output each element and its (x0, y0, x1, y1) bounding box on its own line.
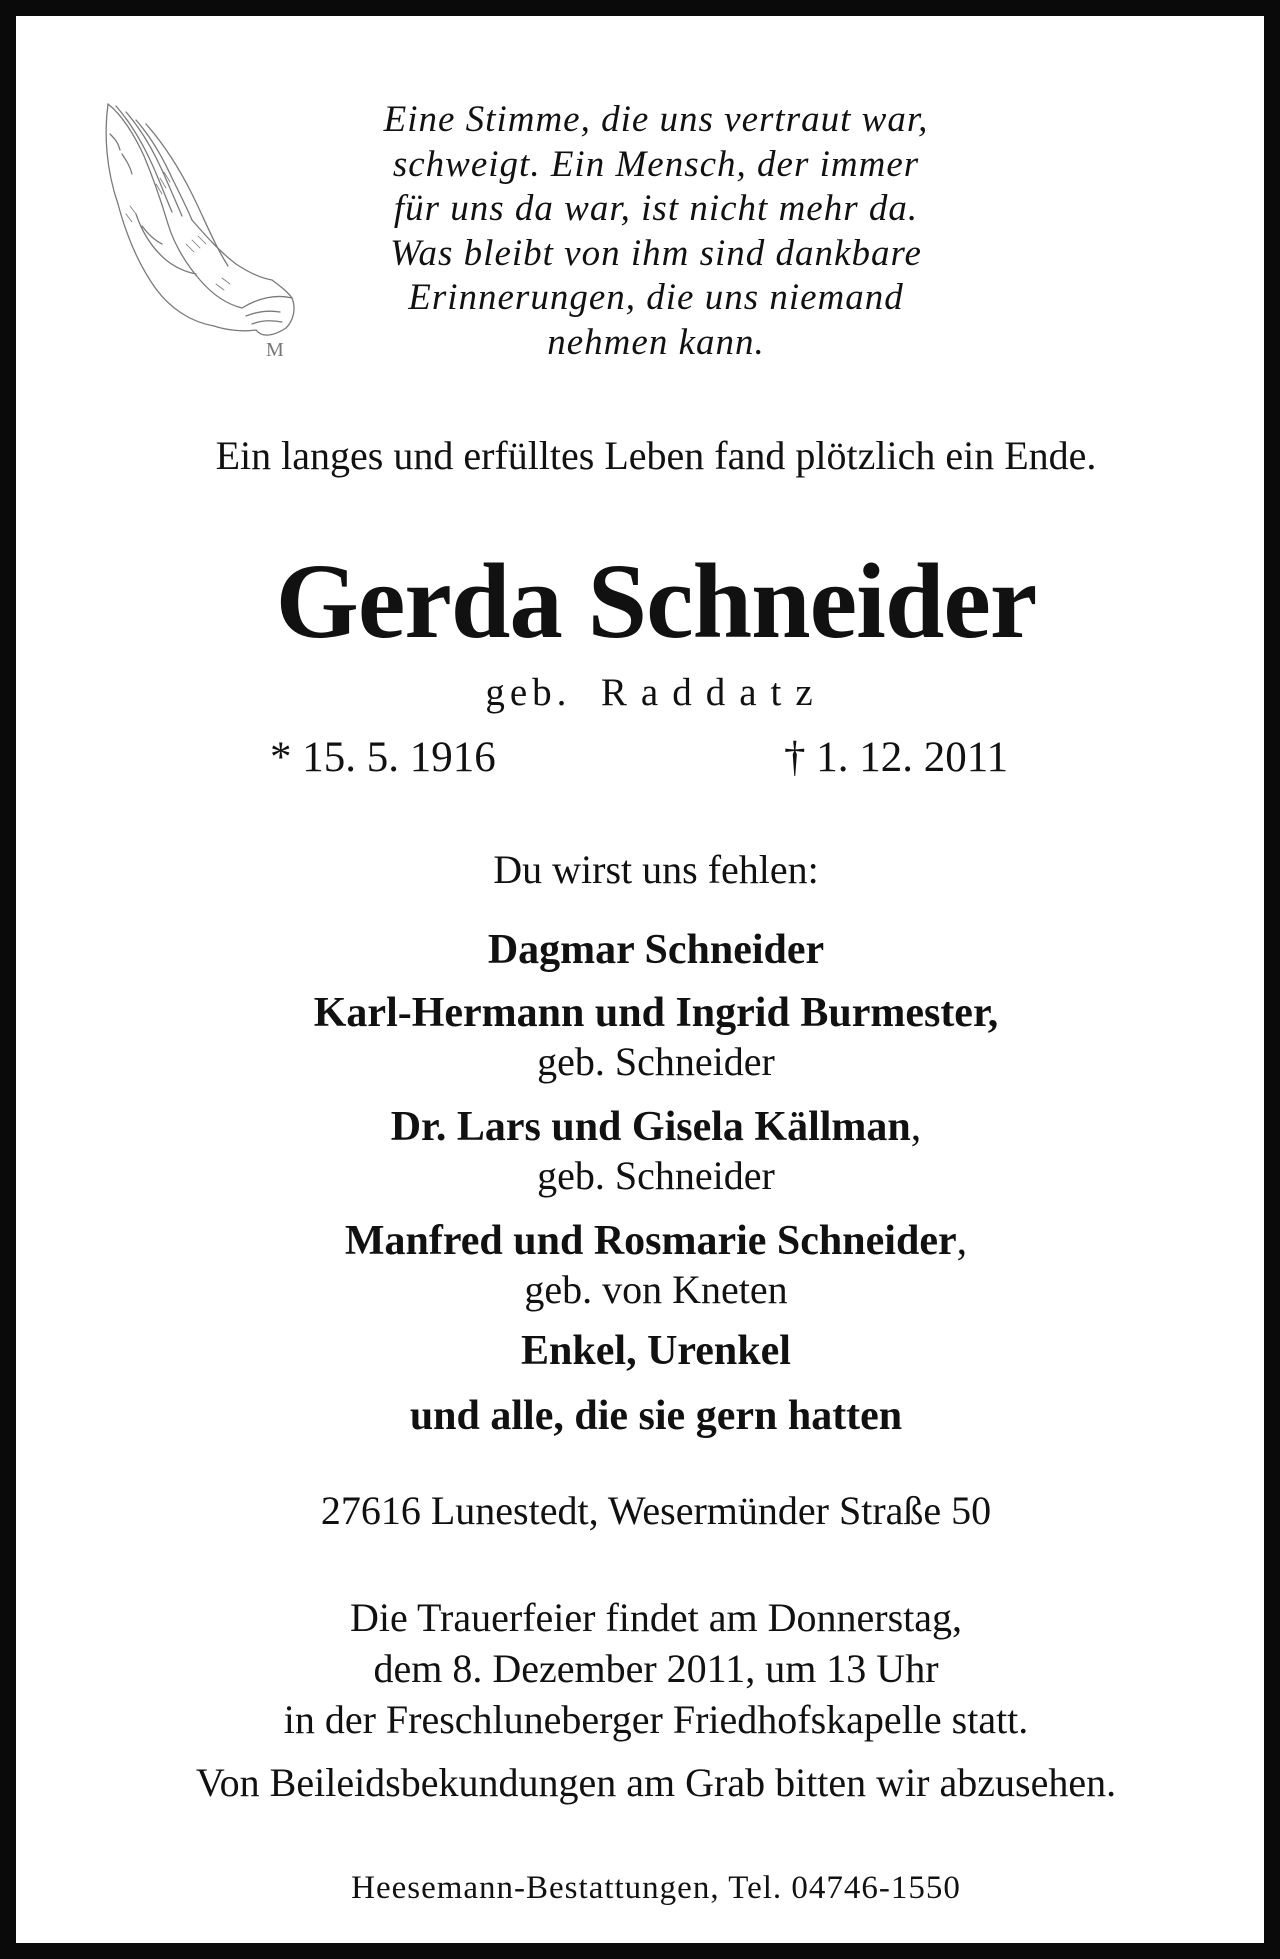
service-line: dem 8. Dezember 2011, um 13 Uhr (373, 1646, 939, 1691)
mourner-note: geb. von Kneten (524, 1267, 788, 1312)
poem-line: Eine Stimme, die uns vertraut war, (383, 99, 929, 140)
mourner-name: Karl-Hermann und Ingrid Burmester, (313, 990, 999, 1036)
mourner-name: und alle, die sie gern hatten (409, 1393, 903, 1439)
poem (316, 98, 996, 365)
family-address: 27616 Lunestedt, Wesermünder Straße 50 (320, 1488, 992, 1533)
mourner-name: Enkel, Urenkel (521, 1328, 791, 1374)
service-line: Die Trauerfeier findet am Donnerstag, (349, 1595, 963, 1640)
poem-line: Was bleibt von ihm sind dankbare (390, 232, 922, 274)
miss-you-line: Du wirst uns fehlen: (493, 847, 819, 892)
intro-sentence: Ein langes und erfülltes Leben fand plötzlich ein Ende. (215, 433, 1097, 478)
maiden-name: Raddatz (600, 671, 827, 714)
maiden-name-line (16, 670, 1280, 715)
artist-signature: M (266, 339, 284, 361)
maiden-prefix: geb. (485, 671, 572, 714)
poem-line: für uns da war, ist nicht mehr da. (393, 188, 919, 229)
mourner-note: geb. Schneider (537, 1153, 775, 1198)
death-date: † 1. 12. 2011 (784, 734, 1009, 781)
funeral-service-info (16, 1592, 1280, 1745)
praying-hands-icon (96, 94, 306, 369)
mourner-name: Dr. Lars und Gisela Källman, (390, 1104, 922, 1150)
poem-line: nehmen kann. (547, 321, 765, 363)
mourner-name: Dagmar Schneider (487, 927, 825, 973)
condolence-note: Von Beileidsbekundungen am Grab bitten wir abzusehen. (195, 1760, 1117, 1805)
deceased-name: Gerda Schneider (275, 543, 1037, 661)
birth-date: * 15. 5. 1916 (270, 734, 496, 781)
poem-line: Erinnerungen, die uns niemand (408, 277, 904, 318)
poem-line: schweigt. Ein Mensch, der immer (392, 143, 920, 185)
mourner-note: geb. Schneider (537, 1039, 775, 1084)
undertaker-contact: Heesemann-Bestattungen, Tel. 04746-1550 (351, 1870, 961, 1906)
service-line: in der Freschluneberger Friedhofskapelle statt. (283, 1697, 1029, 1742)
mourner-name: Manfred und Rosmarie Schneider, (344, 1218, 968, 1264)
